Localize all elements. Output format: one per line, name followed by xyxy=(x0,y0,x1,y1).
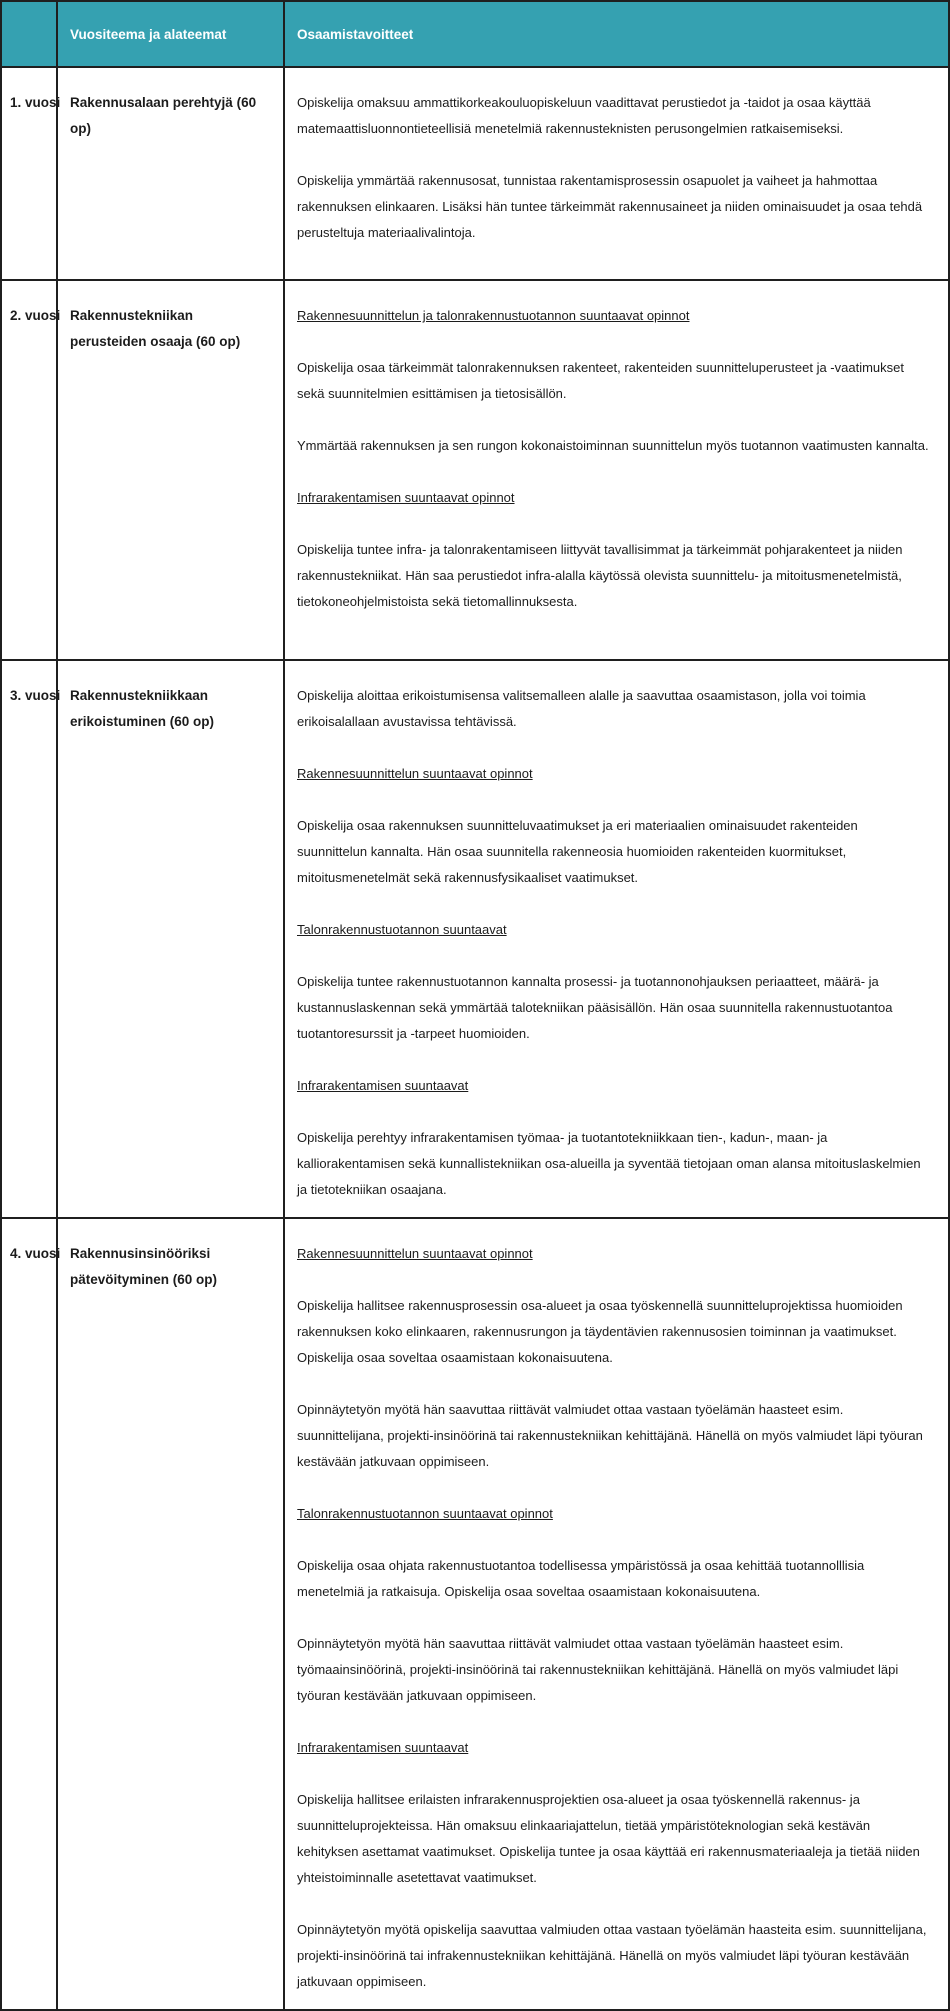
section-heading: Talonrakennustuotannon suuntaavat xyxy=(297,922,507,937)
year-cell: 4. vuosi xyxy=(1,1218,57,2010)
objectives-cell xyxy=(284,1218,949,2010)
table-row xyxy=(1,1218,949,2010)
objective-paragraph: Opiskelija osaa tärkeimmät talonrakennuksen rakenteet, rakenteiden suunnitteluperusteet ja -vaatimukset sekä suunnitelmien esittämisen ja tietosisällön. xyxy=(297,360,905,401)
header-cell-objectives: Osaamistavoitteet xyxy=(284,1,949,67)
objective-paragraph: Opiskelija osaa ohjata rakennustuotantoa todellisessa ympäristössä ja osaa kehittää tuotannolllisia menetelmiä ja ratkaisuja. Opiskelija osaa soveltaa osaamistaan kokonaisuutena. xyxy=(297,1558,865,1599)
objective-paragraph: Opiskelija perehtyy infrarakentamisen työmaa- ja tuotantotekniikkaan tien-, kadun-, maan- ja kalliorakentamisen sekä kunnallistekniikan osa-alueilla ja syventää tietojaan oman alansa mitoituslaskelmien ja tietotekniikan osaajana. xyxy=(297,1130,921,1197)
objective-paragraph: Opinnäytetyön myötä hän saavuttaa riittävät valmiudet ottaa vastaan työelämän haasteet esim. työmaainsinöörinä, projekti-insinöörinä tai rakennustekniikan kehittäjänä. Hänellä on myös valmiudet läpi työuran kestävään jatkuvaan oppimiseen. xyxy=(297,1636,899,1703)
table-row xyxy=(1,67,949,280)
table-row xyxy=(1,280,949,660)
objective-paragraph: Opiskelija hallitsee rakennusprosessin osa-alueet ja osaa työskennellä suunnitteluprojektissa huomioiden rakennuksen koko elinkaaren, rakennusrungon ja täydentävien rakennusosien toiminnan ja vaatimukset. Opiskelija osaa soveltaa osaamistaan kokonaisuutena. xyxy=(297,1298,903,1365)
theme-cell: Rakennusalaan perehtyjä (60 op) xyxy=(57,67,284,280)
year-cell: 1. vuosi xyxy=(1,67,57,280)
objective-paragraph: Opiskelija tuntee rakennustuotannon kannalta prosessi- ja tuotannonohjauksen periaatteet, määrä- ja kustannuslaskennan sekä ymmärtää talotekniikan pääsisällön. Hän osaa suunnitella rakennustuotantoa tuotantoresurssit ja -tarpeet huomioiden. xyxy=(297,974,893,1041)
table-row xyxy=(1,660,949,1218)
objective-paragraph: Opinnäytetyön myötä hän saavuttaa riittävät valmiudet ottaa vastaan työelämän haasteet esim. suunnittelijana, projekti-insinöörinä tai rakennustekniikan kehittäjänä. Hänellä on myös valmiudet läpi työuran kestävään jatkuvaan oppimiseen. xyxy=(297,1402,923,1469)
section-heading: Rakennesuunnittelun suuntaavat opinnot xyxy=(297,766,533,781)
objective-paragraph: Ymmärtää rakennuksen ja sen rungon kokonaistoiminnan suunnittelun myös tuotannon vaatimusten kannalta. xyxy=(297,438,929,453)
header-row xyxy=(1,1,949,67)
objective-paragraph: Opiskelija tuntee infra- ja talonrakentamiseen liittyvät tavallisimmat ja tärkeimmät pohjarakenteet ja niiden rakennustekniikat. Hän saa perustiedot infra-alalla käytössä olevista suunnittelu- ja mitoitusmenetelmistä, tietokoneohjelmistoista sekä tietomallinnuksesta. xyxy=(297,542,903,609)
objective-paragraph: Opiskelija aloittaa erikoistumisensa valitsemalleen alalle ja saavuttaa osaamistason, jolla voi toimia erikoisalallaan avustavissa tehtävissä. xyxy=(297,688,866,729)
objective-paragraph: Opinnäytetyön myötä opiskelija saavuttaa valmiuden ottaa vastaan työelämän haasteita esim. suunnittelijana, projekti-insinöörinä tai infrakennustekniikan kehittäjänä. Hänellä on myös valmiudet läpi työuran kestävään jatkuvaan oppimiseen. xyxy=(297,1922,927,1989)
theme-cell: Rakennustekniikan perusteiden osaaja (60 op) xyxy=(57,280,284,660)
section-heading: Talonrakennustuotannon suuntaavat opinnot xyxy=(297,1506,553,1521)
section-heading: Rakennesuunnittelun suuntaavat opinnot xyxy=(297,1246,533,1261)
objective-paragraph: Opiskelija hallitsee erilaisten infrarakennusprojektien osa-alueet ja osaa työskennellä rakennus- ja suunnitteluprojekteissa. Hän omaksuu elinkaariajattelun, tietää ympäristöteknologian sekä kestävän kehityksen asettamat vaatimukset. Opiskelija tuntee ja osaa käyttää eri rakennusmateriaaleja ja tietää niiden yhteistoiminnalle asetettavat vaatimukset. xyxy=(297,1792,920,1885)
header-cell-theme: Vuositeema ja alateemat xyxy=(57,1,284,67)
theme-cell: Rakennusinsinööriksi pätevöityminen (60 op) xyxy=(57,1218,284,2010)
section-heading: Infrarakentamisen suuntaavat xyxy=(297,1078,469,1093)
header-cell-year xyxy=(1,1,57,67)
theme-cell: Rakennustekniikkaan erikoistuminen (60 op) xyxy=(57,660,284,1218)
table-header xyxy=(1,1,949,67)
year-cell: 2. vuosi xyxy=(1,280,57,660)
section-heading: Rakennesuunnittelun ja talonrakennustuotannon suuntaavat opinnot xyxy=(297,308,690,323)
objective-paragraph: Opiskelija omaksuu ammattikorkeakouluopiskeluun vaadittavat perustiedot ja -taidot ja osaa käyttää matemaattisluonnontieteellisiä menetelmiä rakennusteknisten perusongelmien ratkaisemiseksi. xyxy=(297,95,871,136)
objective-paragraph: Opiskelija ymmärtää rakennusosat, tunnistaa rakentamisprosessin osapuolet ja vaiheet ja hahmottaa rakennuksen elinkaaren. Lisäksi hän tuntee tärkeimmät rakennusaineet ja niiden ominaisuudet ja osaa tehdä perusteltuja materiaalivalintoja. xyxy=(297,173,923,240)
objectives-cell xyxy=(284,67,949,280)
year-cell: 3. vuosi xyxy=(1,660,57,1218)
objective-paragraph: Opiskelija osaa rakennuksen suunnitteluvaatimukset ja eri materiaalien ominaisuudet rakenteiden suunnittelun kannalta. Hän osaa suunnitella rakenneosia huomioiden rakenteiden kuormitukset, mitoitusmenetelmät sekä rakennusfysikaaliset vaatimukset. xyxy=(297,818,858,885)
section-heading: Infrarakentamisen suuntaavat opinnot xyxy=(297,490,515,505)
table-body xyxy=(1,67,949,2010)
objectives-cell xyxy=(284,660,949,1218)
section-heading: Infrarakentamisen suuntaavat xyxy=(297,1740,469,1755)
objectives-cell xyxy=(284,280,949,660)
